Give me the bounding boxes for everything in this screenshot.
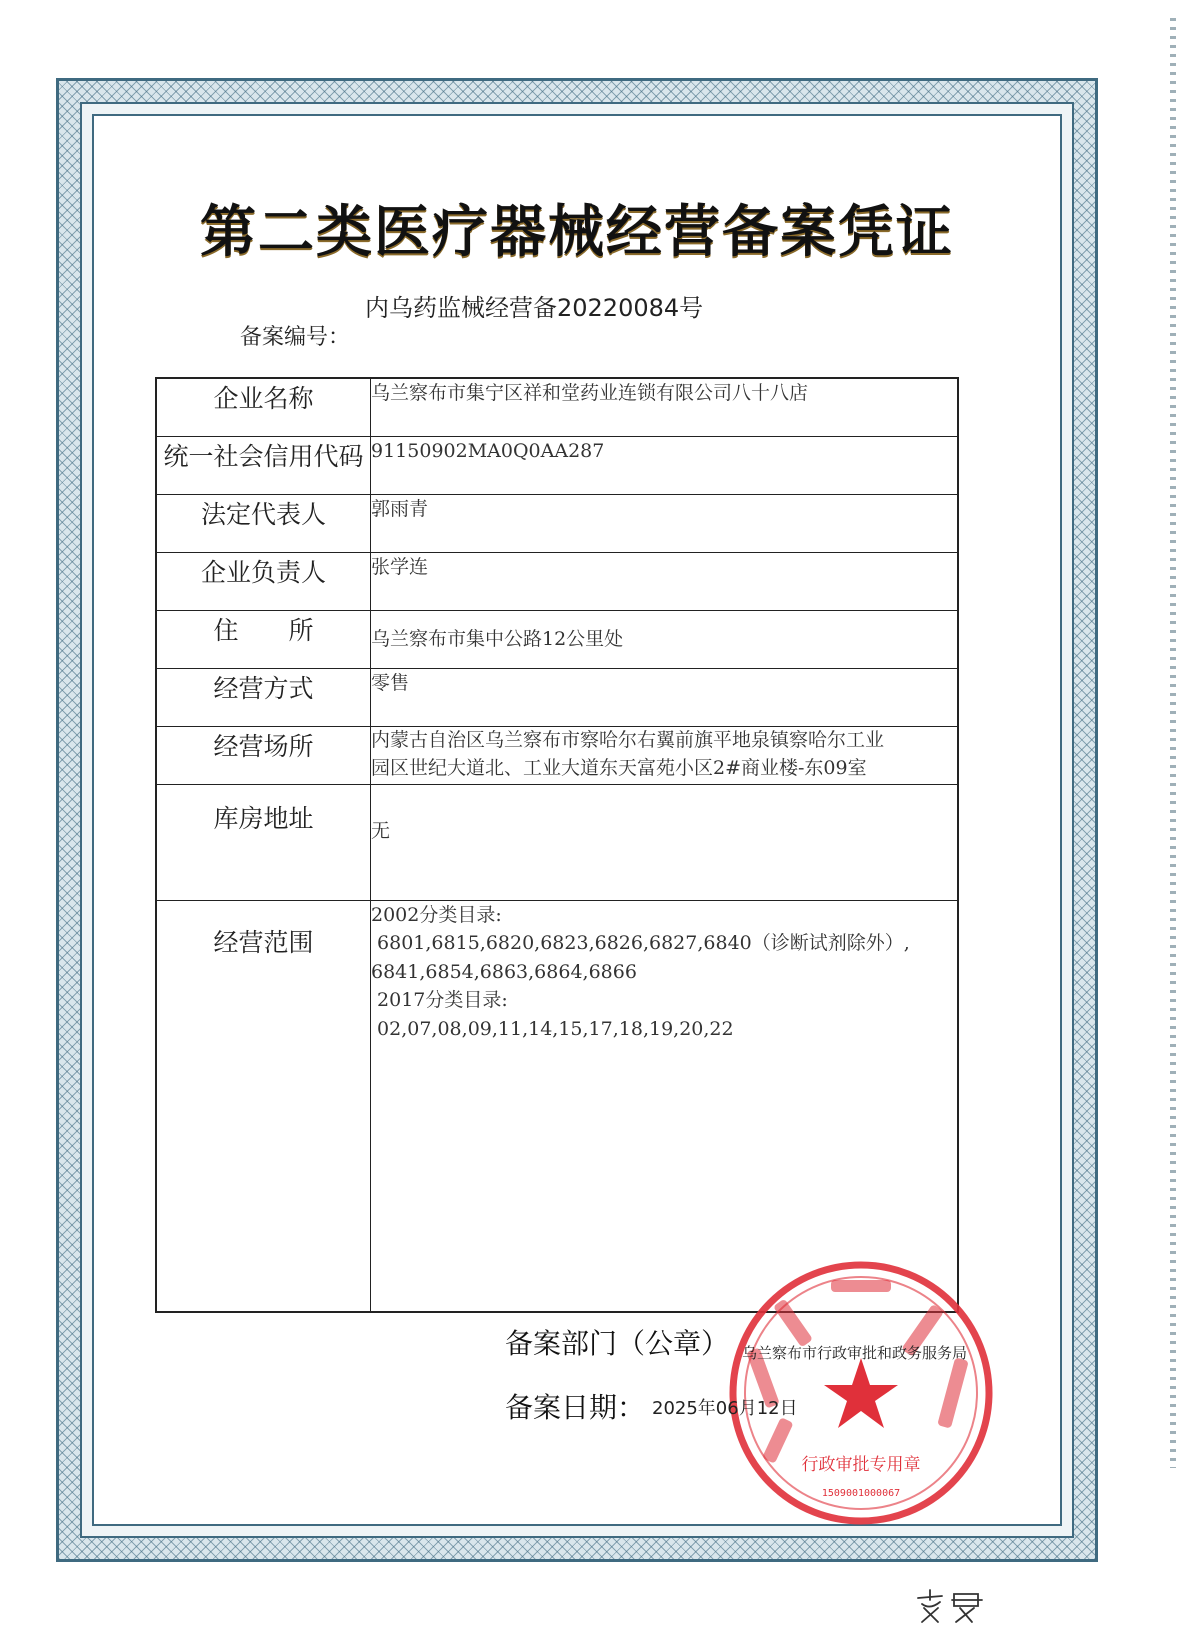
handwritten-annotation <box>912 1586 992 1626</box>
department-name: 乌兰察布市行政审批和政务服务局 <box>742 1344 968 1362</box>
field-value-warehouse-address: 无 <box>371 784 959 900</box>
scope-line: 6801,6815,6820,6823,6826,6827,6840（诊断试剂除外）, <box>371 932 910 954</box>
field-label-business-scope: 经营范围 <box>156 900 371 1312</box>
field-label-warehouse-address: 库房地址 <box>156 784 371 900</box>
field-label-domicile: 住 所 <box>156 610 371 668</box>
field-value-business-scope <box>371 900 959 1312</box>
certificate-title: 第二类医疗器械经营备案凭证 <box>200 200 954 265</box>
field-label-legal-representative: 法定代表人 <box>156 494 371 552</box>
department-label: 备案部门（公章） <box>505 1327 730 1360</box>
field-label-credit-code: 统一社会信用代码 <box>156 436 371 494</box>
field-value-business-premises <box>371 726 959 784</box>
field-label-company-name: 企业名称 <box>156 378 371 436</box>
scope-line: 2002分类目录: <box>371 903 502 926</box>
table-row <box>156 494 958 552</box>
filing-number-label: 备案编号： <box>240 325 351 350</box>
table-row <box>156 900 958 1312</box>
field-value-company-name: 乌兰察布市集宁区祥和堂药业连锁有限公司八十八店 <box>371 378 959 436</box>
scope-line: 02,07,08,09,11,14,15,17,18,19,20,22 <box>371 1017 734 1040</box>
scope-line: 2017分类目录: <box>371 989 508 1011</box>
date-value: 2025年06月12日 <box>652 1398 798 1419</box>
field-value-enterprise-head: 张学连 <box>371 552 959 610</box>
date-label: 备案日期： <box>505 1391 646 1424</box>
field-value-legal-representative: 郭雨青 <box>371 494 959 552</box>
premises-line: 园区世纪大道北、工业大道东天富苑小区2#商业楼-东09室 <box>371 757 867 779</box>
table-row <box>156 552 958 610</box>
table-row <box>156 610 958 668</box>
field-label-business-premises: 经营场所 <box>156 726 371 784</box>
field-value-domicile: 乌兰察布市集中公路12公里处 <box>371 610 959 668</box>
filing-number: 内乌药监械经营备20220084号 <box>365 294 704 322</box>
field-value-business-mode: 零售 <box>371 668 959 726</box>
info-table <box>155 377 959 1313</box>
field-label-business-mode: 经营方式 <box>156 668 371 726</box>
premises-line: 内蒙古自治区乌兰察布市察哈尔右翼前旗平地泉镇察哈尔工业 <box>371 729 885 752</box>
scan-edge-mark <box>1170 18 1176 1468</box>
table-row <box>156 436 958 494</box>
table-row <box>156 784 958 900</box>
seal-number: 1509001000067 <box>821 1488 901 1499</box>
field-label-enterprise-head: 企业负责人 <box>156 552 371 610</box>
official-seal <box>726 1258 996 1528</box>
table-row <box>156 726 958 784</box>
seal-inner-text: 行政审批专用章 <box>801 1455 921 1475</box>
table-row <box>156 668 958 726</box>
field-value-credit-code: 91150902MA0Q0AA287 <box>371 436 959 494</box>
scope-line: 6841,6854,6863,6864,6866 <box>371 960 637 983</box>
table-row <box>156 378 958 436</box>
